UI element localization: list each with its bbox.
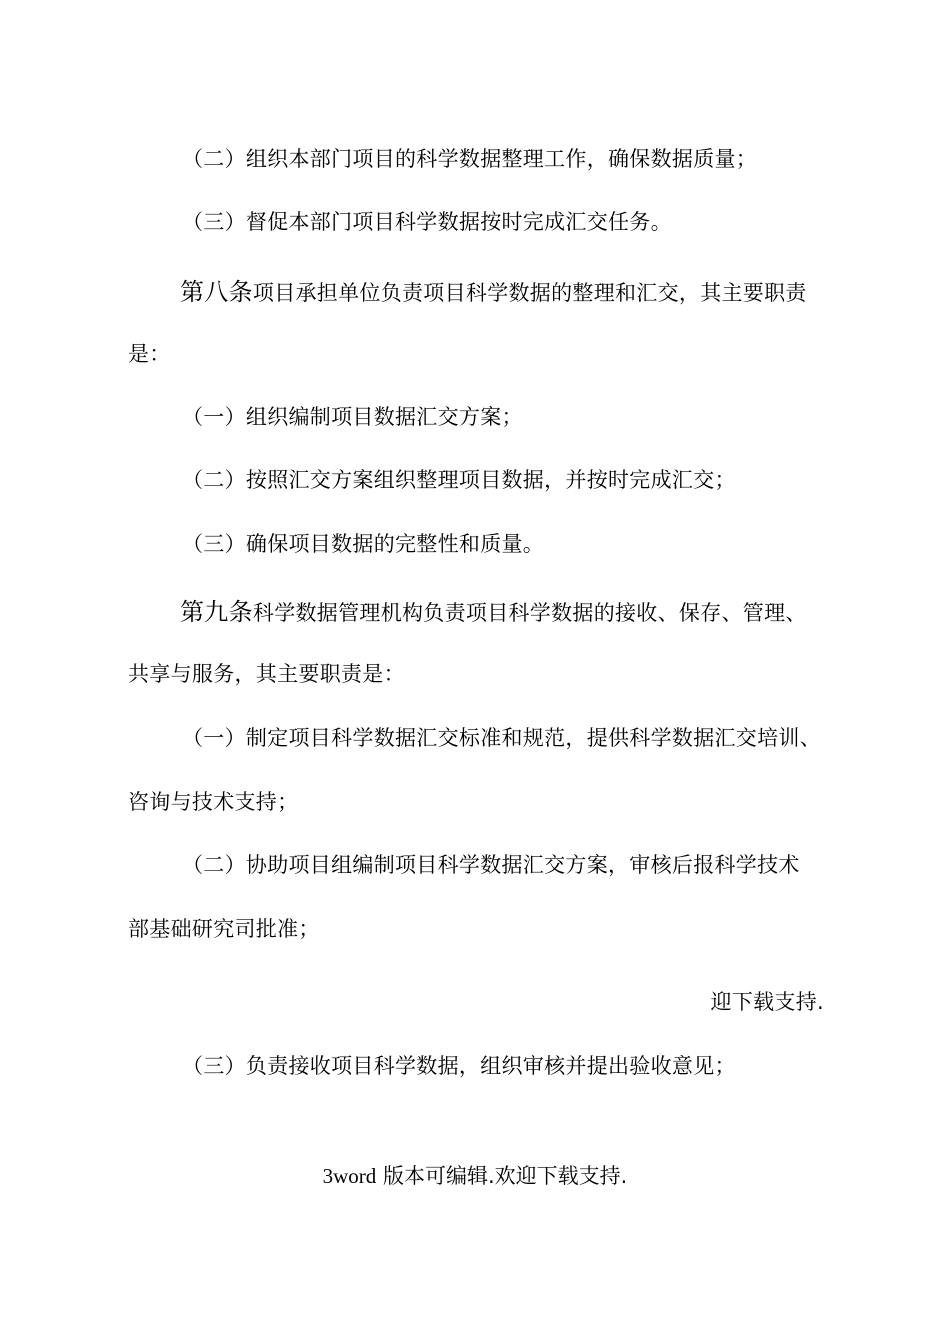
paragraph-line: 咨询与技术支持； xyxy=(128,790,299,814)
paragraph-line: （二）组织本部门项目的科学数据整理工作，确保数据质量； xyxy=(182,147,758,171)
footer-page-number: 3word xyxy=(322,1164,377,1188)
article-8-heading: 第八条 xyxy=(180,278,253,306)
paragraph-line: 部基础研究司批准； xyxy=(128,917,320,941)
paragraph-line: （三）督促本部门项目科学数据按时完成汇交任务。 xyxy=(182,210,672,234)
article-8-paragraph xyxy=(180,278,807,307)
article-9-heading: 第九条 xyxy=(180,598,253,626)
paragraph-line: （二）按照汇交方案组织整理项目数据，并按时完成汇交； xyxy=(182,468,736,492)
article-9-text: 科学数据管理机构负责项目科学数据的接收、保存、管理、 xyxy=(252,601,807,625)
article-8-text: 项目承担单位负责项目科学数据的整理和汇交，其主要职责 xyxy=(252,281,807,305)
watermark-text: 迎下载支持. xyxy=(710,990,824,1014)
footer-text: 版本可编辑.欢迎下载支持. xyxy=(376,1164,628,1188)
paragraph-line: （一）制定项目科学数据汇交标准和规范，提供科学数据汇交培训、 xyxy=(182,726,821,750)
paragraph-line: 是： xyxy=(128,342,171,366)
paragraph-line: （一）组织编制项目数据汇交方案； xyxy=(182,405,523,429)
page-footer xyxy=(0,1162,950,1190)
paragraph-line: （二）协助项目组编制项目科学数据汇交方案，审核后报科学技术 xyxy=(182,853,800,877)
paragraph-line: 共享与服务，其主要职责是： xyxy=(128,662,405,686)
paragraph-line: （三）负责接收项目科学数据，组织审核并提出验收意见； xyxy=(182,1054,736,1078)
article-9-paragraph xyxy=(180,598,807,627)
paragraph-line: （三）确保项目数据的完整性和质量。 xyxy=(182,532,545,556)
